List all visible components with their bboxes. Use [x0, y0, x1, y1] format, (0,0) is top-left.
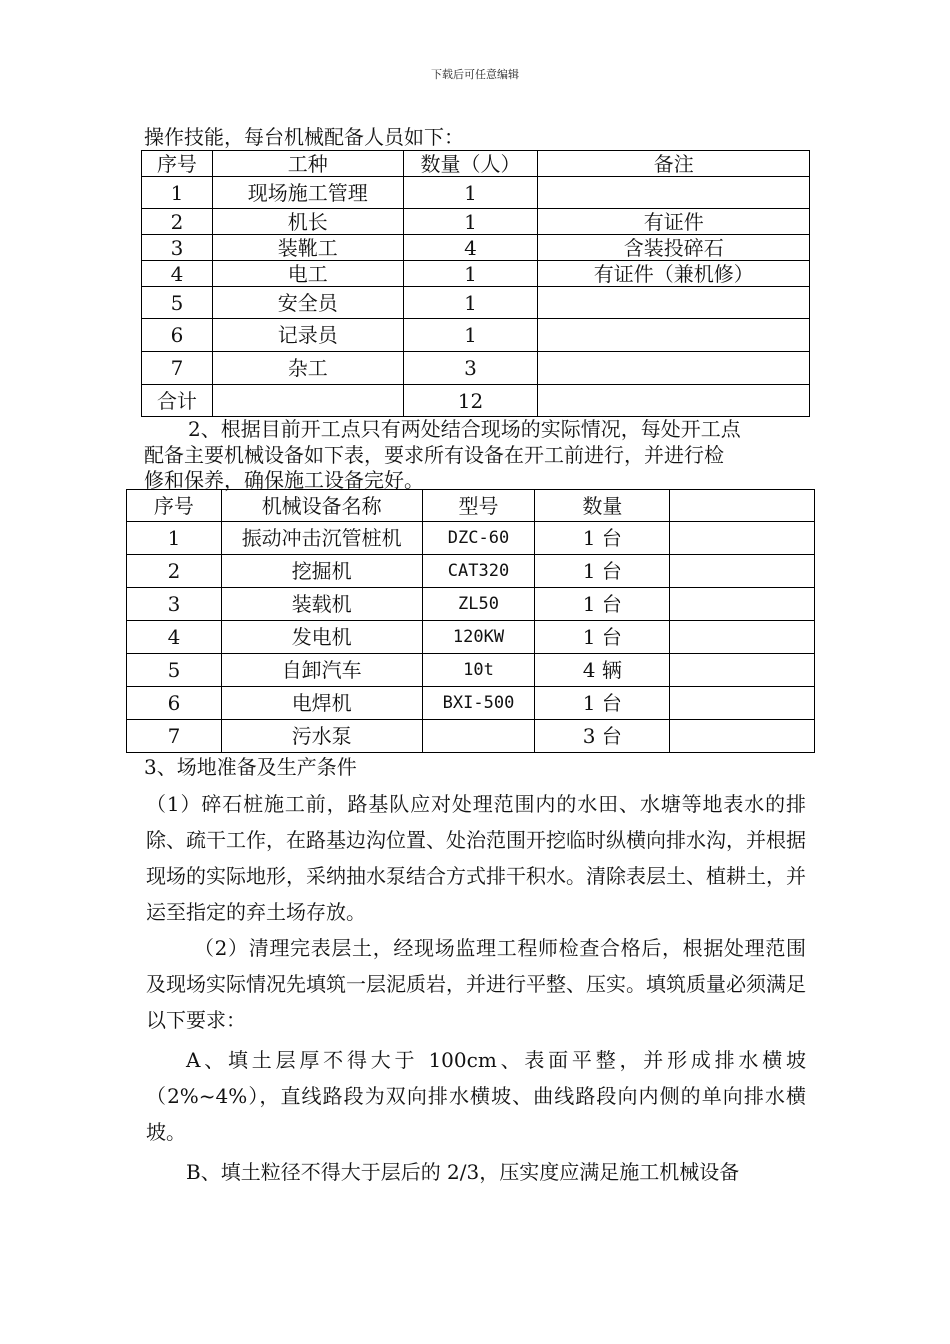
table-cell: 装载机: [221, 588, 422, 621]
table-total-row: [142, 385, 810, 417]
staff-table: [141, 150, 810, 417]
table-cell: 12: [403, 385, 538, 417]
table-row: [142, 319, 810, 352]
table-cell: [670, 720, 815, 753]
table-cell: 合计: [142, 385, 213, 417]
table-cell: 1: [142, 177, 213, 209]
table-cell: 1 台: [535, 522, 670, 555]
paragraph-2: （2）清理完表层土，经现场监理工程师检查合格后，根据处理范围及现场实际情况先填筑一层泥质岩，并进行平整、压实。填筑质量必须满足以下要求：: [146, 936, 806, 1032]
table-cell: [670, 621, 815, 654]
table-cell: [538, 319, 810, 352]
header-cell: 型号: [422, 490, 535, 522]
equipment-table: [126, 489, 815, 753]
table-cell: 机长: [212, 209, 403, 235]
table-row: [127, 555, 815, 588]
table-cell: 自卸汽车: [221, 654, 422, 687]
table-cell: 2: [127, 555, 222, 588]
table-cell: 电焊机: [221, 687, 422, 720]
table-cell: [538, 385, 810, 417]
table-header-row: [127, 490, 815, 522]
table-cell: [422, 720, 535, 753]
table-cell: [670, 588, 815, 621]
table-row: [142, 177, 810, 209]
header-cell: 数量: [535, 490, 670, 522]
table-cell: 1: [403, 209, 538, 235]
table-cell: 7: [142, 352, 213, 385]
table-row: [127, 588, 815, 621]
table-cell: 3: [142, 235, 213, 261]
paragraph-b: B、填土粒径不得大于层后的 2/3，压实度应满足施工机械设备: [186, 1160, 740, 1184]
table-cell: 1: [403, 261, 538, 287]
table-cell: [670, 522, 815, 555]
table-cell: 1 台: [535, 621, 670, 654]
header-cell: 序号: [142, 151, 213, 177]
table-cell: 4: [403, 235, 538, 261]
paragraph-1: （1）碎石桩施工前，路基队应对处理范围内的水田、水塘等地表水的排除、疏干工作，在路基边沟位置、处治范围开挖临时纵横向排水沟，并根据现场的实际地形，采纳抽水泵结合方式排干积水。清除表层土、植耕土，并运至指定的弃土场存放。: [146, 792, 806, 924]
table-cell: [670, 654, 815, 687]
header-cell: 备注: [538, 151, 810, 177]
table-cell: 装靴工: [212, 235, 403, 261]
table-cell: 2: [142, 209, 213, 235]
page-header: 下载后可任意编辑: [431, 68, 519, 81]
table-row: [127, 621, 815, 654]
table-cell: BXI-500: [422, 687, 535, 720]
table-cell: 杂工: [212, 352, 403, 385]
table-row: [142, 352, 810, 385]
table-header-row: [142, 151, 810, 177]
table-cell: 有证件: [538, 209, 810, 235]
table-cell: 有证件（兼机修）: [538, 261, 810, 287]
table-cell: 1 台: [535, 555, 670, 588]
table-row: [142, 235, 810, 261]
table-cell: 污水泵: [221, 720, 422, 753]
table-cell: 3 台: [535, 720, 670, 753]
table-cell: 1: [403, 319, 538, 352]
paragraph-a: A、填土层厚不得大于 100cm、表面平整，并形成排水横坡（2%~4%），直线路段为双向排水横坡、曲线路段向内侧的单向排水横坡。: [146, 1048, 806, 1144]
table-cell: 挖掘机: [221, 555, 422, 588]
table-cell: 4 辆: [535, 654, 670, 687]
table-cell: 7: [127, 720, 222, 753]
table-cell: [538, 177, 810, 209]
table-cell: 1: [403, 287, 538, 319]
table-cell: 6: [142, 319, 213, 352]
table-cell: ZL50: [422, 588, 535, 621]
table-row: [127, 654, 815, 687]
intro-text: 操作技能，每台机械配备人员如下：: [144, 125, 464, 149]
table-cell: 4: [142, 261, 213, 287]
table-cell: [538, 352, 810, 385]
table-cell: 1: [127, 522, 222, 555]
table-cell: 1 台: [535, 687, 670, 720]
header-cell: 数量（人）: [403, 151, 538, 177]
table-cell: 含装投碎石: [538, 235, 810, 261]
table-cell: DZC-60: [422, 522, 535, 555]
header-cell: 工种: [212, 151, 403, 177]
table-row: [127, 522, 815, 555]
table-cell: 1: [403, 177, 538, 209]
table-row: [142, 261, 810, 287]
table-cell: 3: [127, 588, 222, 621]
table-cell: 现场施工管理: [212, 177, 403, 209]
table-cell: 5: [127, 654, 222, 687]
table-cell: 发电机: [221, 621, 422, 654]
table-row: [127, 720, 815, 753]
para2-line-3: 修和保养，确保施工设备完好。: [144, 468, 424, 492]
table-cell: 5: [142, 287, 213, 319]
table-row: [127, 687, 815, 720]
table-cell: [212, 385, 403, 417]
para2-line-2: 配备主要机械设备如下表，要求所有设备在开工前进行，并进行检: [144, 443, 724, 467]
table-cell: 10t: [422, 654, 535, 687]
table-cell: 3: [403, 352, 538, 385]
table-cell: CAT320: [422, 555, 535, 588]
table-cell: 记录员: [212, 319, 403, 352]
table-cell: 振动冲击沉管桩机: [221, 522, 422, 555]
section-3-title: 3、场地准备及生产条件: [144, 755, 357, 779]
table-row: [142, 287, 810, 319]
para2-line-1: 2、根据目前开工点只有两处结合现场的实际情况，每处开工点: [188, 417, 741, 441]
table-cell: [670, 555, 815, 588]
table-cell: 6: [127, 687, 222, 720]
table-cell: 4: [127, 621, 222, 654]
table-cell: 电工: [212, 261, 403, 287]
table-cell: 1 台: [535, 588, 670, 621]
table-cell: 安全员: [212, 287, 403, 319]
header-cell: 机械设备名称: [221, 490, 422, 522]
table-cell: [538, 287, 810, 319]
table-cell: 120KW: [422, 621, 535, 654]
header-cell: [670, 490, 815, 522]
table-row: [142, 209, 810, 235]
header-cell: 序号: [127, 490, 222, 522]
table-cell: [670, 687, 815, 720]
